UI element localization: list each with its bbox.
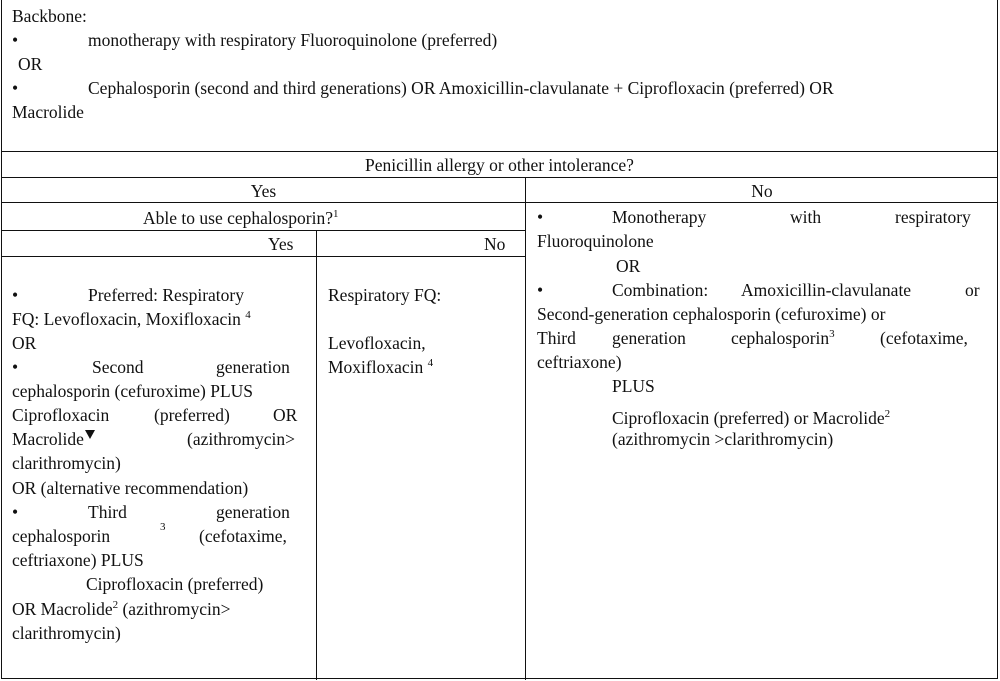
fq-text: FQ: Levofloxacin, Moxifloxacin (12, 309, 241, 329)
preferred-line: Preferred: Respiratory (88, 285, 244, 305)
backbone-title: Backbone: (12, 6, 87, 26)
plus-line: PLUS (612, 376, 655, 396)
rule-below-question (1, 177, 998, 178)
footnote-4: 4 (245, 309, 251, 322)
ceftriaxone-line: ceftriaxone) PLUS (12, 550, 144, 570)
yes-header: Yes (250, 181, 277, 201)
cephalosporin-question (143, 206, 339, 230)
bullet: • (12, 357, 19, 377)
rule-below-ceph-question (1, 230, 526, 231)
or-line: OR (12, 333, 37, 353)
respiratory-fq-label: Respiratory FQ: (328, 285, 442, 305)
clarithro-line: clarithromycin) (12, 453, 121, 473)
bullet: • (537, 207, 544, 227)
bullet: • (537, 280, 544, 300)
clarithro-line: clarithromycin) (12, 623, 121, 643)
backbone-item-1: monotherapy with respiratory Fluoroquinolone (preferred) (88, 30, 498, 50)
azithro-word: (azithromycin> (187, 429, 296, 449)
or-word: OR (273, 405, 298, 425)
divider-sub-yes-no (316, 230, 317, 680)
cephalosporin-line (731, 326, 835, 350)
bullet: • (12, 30, 19, 50)
fluoroquinolone-line: Fluoroquinolone (537, 231, 654, 251)
or-line: OR (616, 256, 641, 276)
moxifloxacin-text: Moxifloxacin (328, 357, 424, 377)
sub-no-header: No (484, 234, 506, 254)
backbone-item-2: Cephalosporin (second and third generations) OR Amoxicillin-clavulanate + Ciprofloxacin (preferred) OR (88, 78, 834, 98)
cipro-macrolide-text: Ciprofloxacin (preferred) or Macrolide (612, 408, 885, 428)
monotherapy-word: Monotherapy (612, 207, 707, 227)
rule-below-sub-yes-no (1, 256, 526, 257)
cefuroxime-line: cephalosporin (cefuroxime) PLUS (12, 381, 254, 401)
third-word: Third (88, 502, 127, 522)
levofloxacin-line: Levofloxacin, (328, 333, 426, 353)
preferred-word: (preferred) (154, 405, 230, 425)
divider-yes-no (525, 177, 526, 680)
rule-below-backbone (1, 151, 998, 152)
backbone-or: OR (18, 54, 43, 74)
footnote-2: 2 (884, 408, 891, 421)
macrolide-word: Macrolide (12, 429, 84, 449)
moxifloxacin-line (328, 355, 433, 379)
with-word: with (790, 207, 822, 227)
footnote-3: 3 (160, 521, 166, 533)
cipro-preferred-line: Ciprofloxacin (preferred) (86, 574, 264, 594)
sub-yes-header: Yes (268, 234, 294, 254)
or-macrolide-line (12, 597, 231, 621)
backbone-item-2-cont: Macrolide (12, 102, 84, 122)
no-header: No (751, 181, 773, 201)
macrolide-line (12, 427, 95, 451)
amoxicillin-word: Amoxicillin-clavulanate (741, 280, 912, 300)
ceftriaxone-line: ceftriaxone) (537, 352, 622, 372)
bullet: • (12, 502, 19, 522)
fq-line (12, 307, 251, 331)
penicillin-question: Penicillin allergy or other intolerance? (365, 155, 634, 175)
cefotaxime-word: (cefotaxime, (880, 328, 968, 348)
cefotaxime-word: (cefotaxime, (199, 526, 287, 546)
second-word: Second (92, 357, 144, 377)
third-word: Third (537, 328, 576, 348)
alt-rec-line: OR (alternative recommendation) (12, 478, 249, 498)
generation-word: generation (216, 502, 290, 522)
cephalosporin-question-text: Able to use cephalosporin? (143, 208, 334, 228)
second-gen-line: Second-generation cephalosporin (cefuroxime) or (537, 304, 886, 324)
footnote-4: 4 (427, 357, 434, 370)
generation-word: generation (612, 328, 686, 348)
cephalosporin-text: cephalosporin (731, 328, 830, 348)
azithro-clarithro-line: (azithromycin >clarithromycin) (612, 429, 834, 449)
or-macrolide-text: OR Macrolide (12, 599, 113, 619)
or-word: or (965, 280, 980, 300)
combination-word: Combination: (612, 280, 709, 300)
footnote-3: 3 (829, 328, 835, 341)
footnote-2: 2 (112, 599, 119, 612)
triangle-down-icon (85, 430, 95, 439)
footnote-1: 1 (333, 208, 339, 221)
cipro-word: Ciprofloxacin (12, 405, 110, 425)
bullet: • (12, 285, 19, 305)
azithro-text: (azithromycin> (118, 599, 231, 619)
respiratory-word: respiratory (895, 207, 971, 227)
generation-word: generation (216, 357, 290, 377)
bullet: • (12, 78, 19, 98)
cephalosporin-word: cephalosporin (12, 526, 111, 546)
